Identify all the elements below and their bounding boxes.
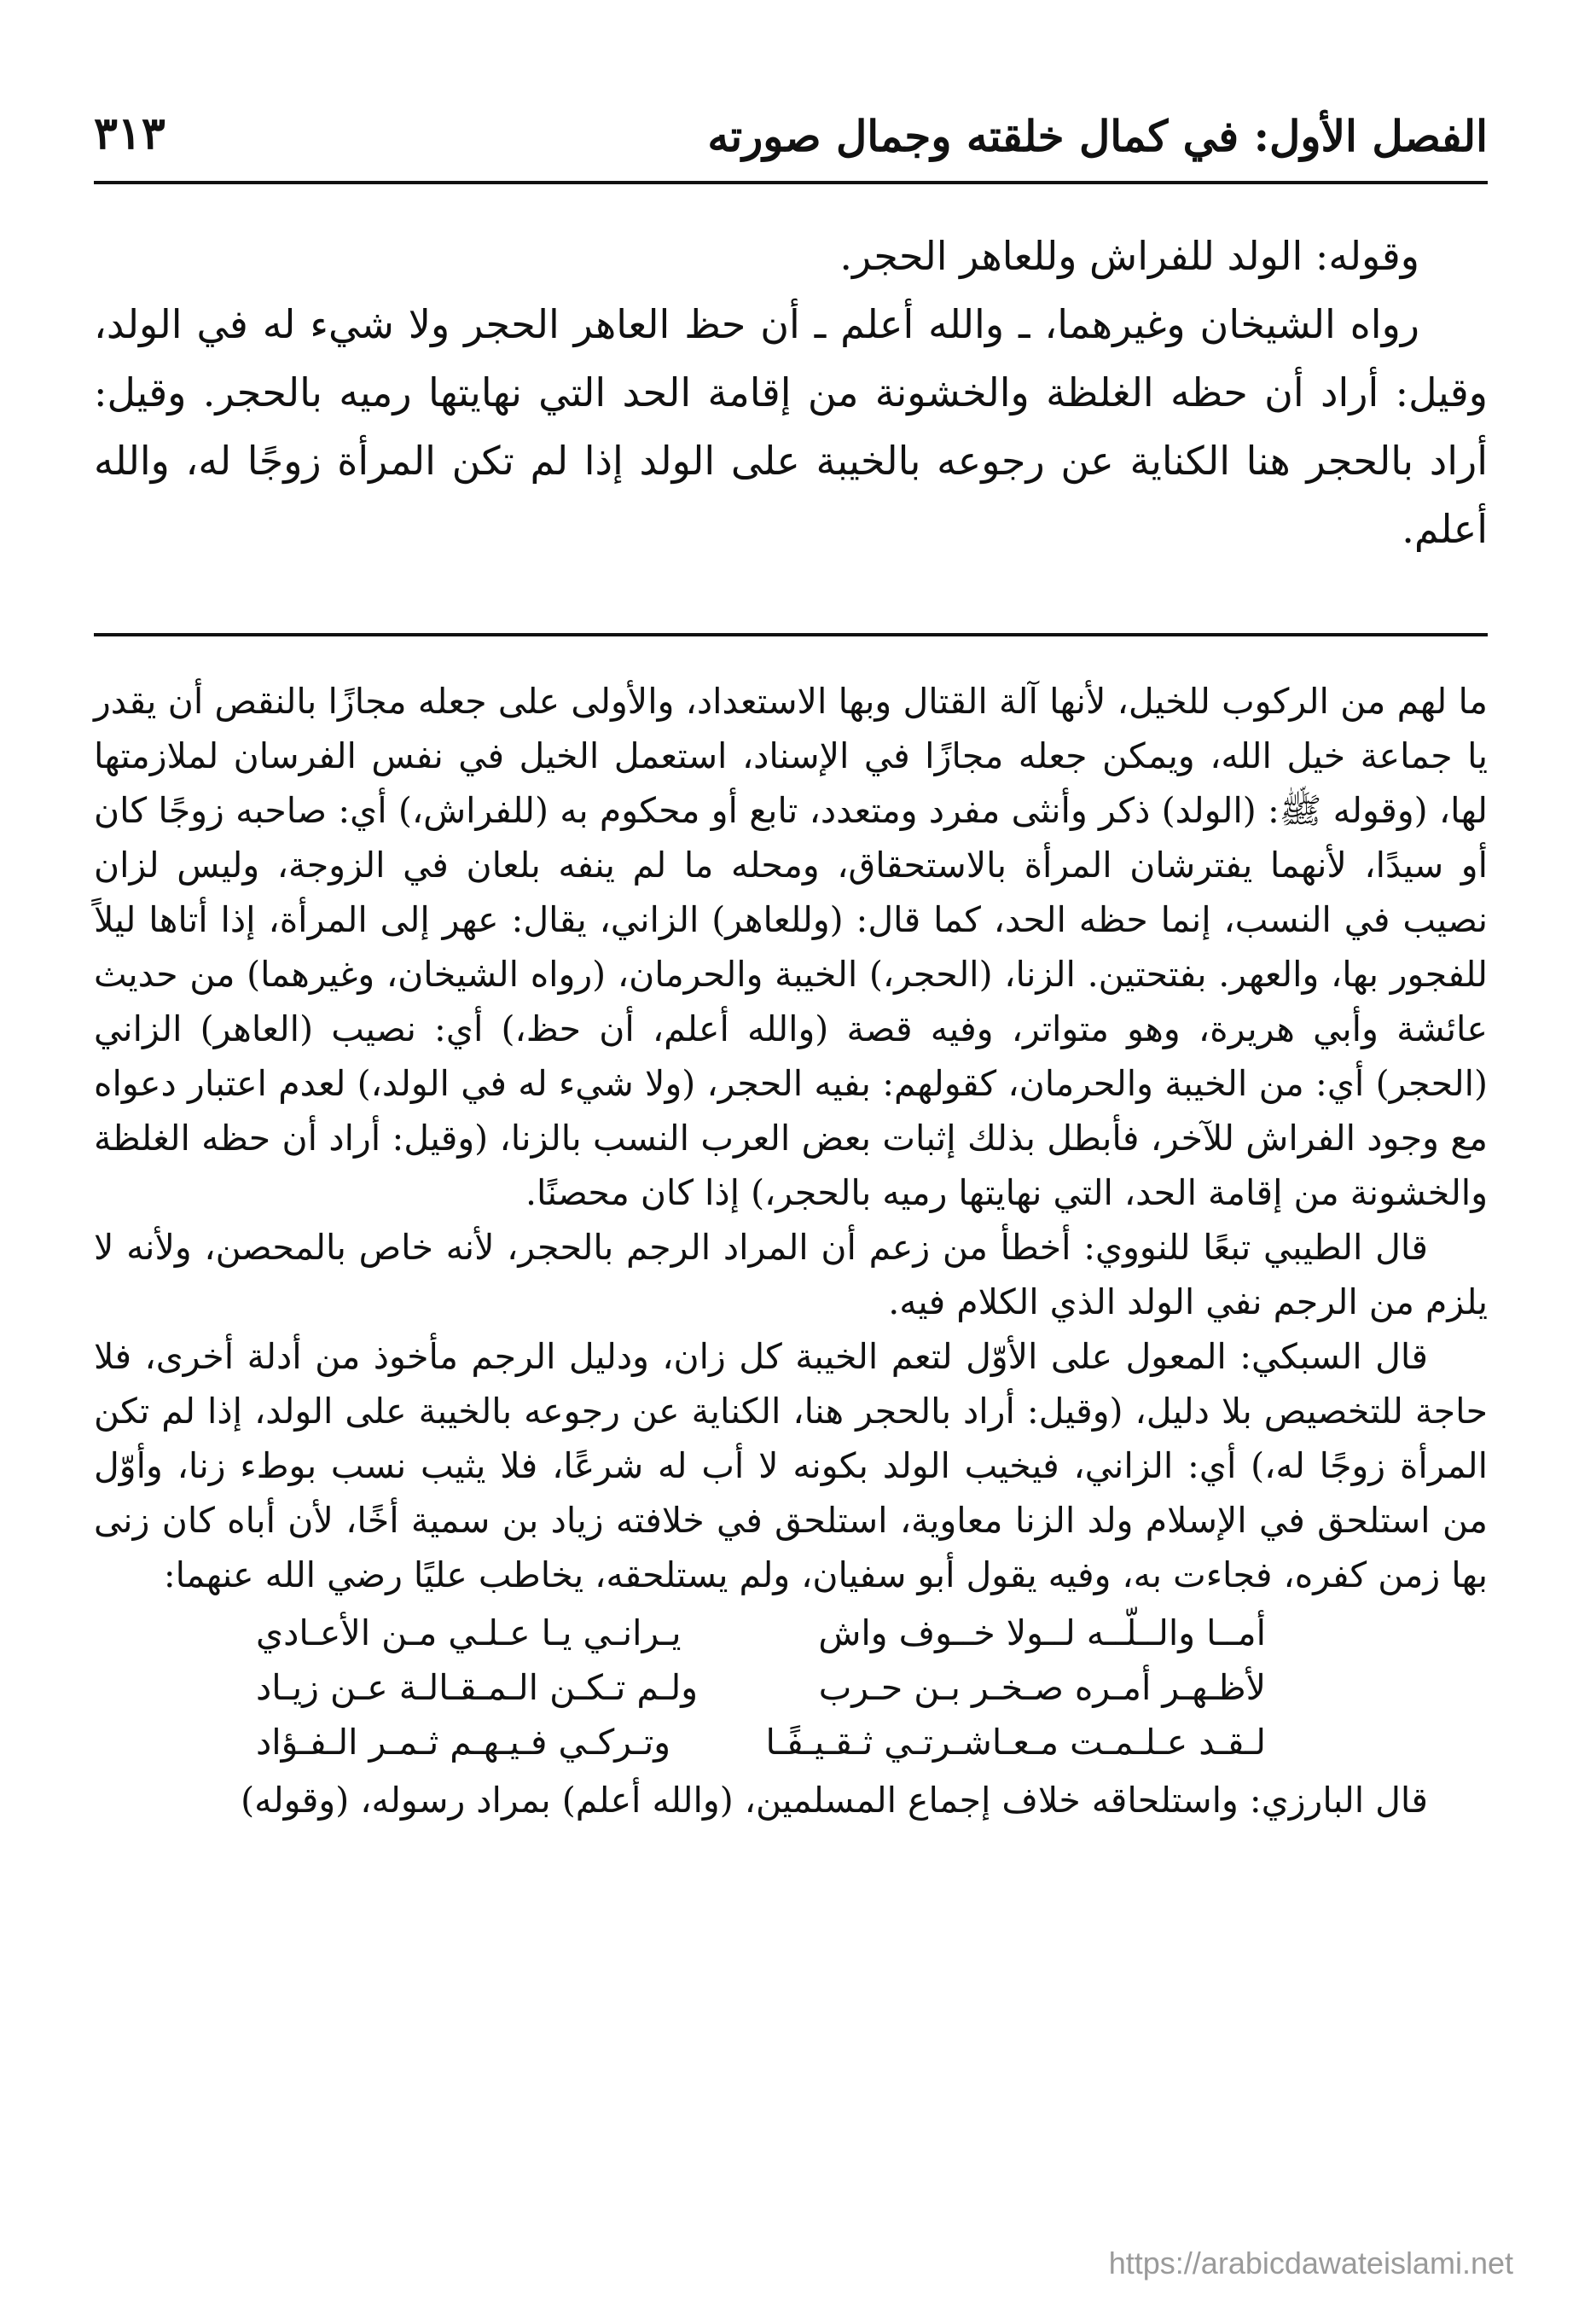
poem [94,1606,1488,1769]
commentary-text [94,674,1488,1827]
matn-paragraph-2: رواه الشيخان وغيرهما، ـ والله أعلم ـ أن حظ العاهر الحجر ولا شيء له في الولد، وقيل: أراد أن حظه الغلظة والخشونة من إقامة الحد التي نهايتها رميه بالحجر. وقيل: أراد بالحجر هنا الكناية عن رجوعه بالخيبة على الولد إذا لم تكن المرأة زوجًا له، والله أعلم. [94,301,1488,552]
verse-second-hemistich: ولـم تـكـن الـمـقـالـة عـن زيـاد [256,1667,699,1708]
verse-first-hemistich: لـقـد عـلـمـت مـعـاشـرتـي ثـقـيـفًـا [765,1722,1266,1763]
verse-second-hemistich: وتـركـي فـيـهـم ثـمـر الـفـؤاد [256,1722,671,1763]
verse-first-hemistich: أمــا والــلّــه لــولا خــوف واش [818,1612,1266,1653]
commentary-paragraph-4: قال البارزي: واستلحاقه خلاف إجماع المسلمين، (والله أعلم) بمراد رسوله، (وقوله) [241,1780,1428,1821]
watermark-url: https://arabicdawateislami.net [1108,2246,1513,2280]
running-header [94,102,1488,179]
poem-verse [94,1715,1488,1769]
header-divider [94,181,1488,184]
poem-verse [94,1660,1488,1715]
chapter-title: الفصل الأول: في كمال خلقته وجمال صورته [707,111,1488,161]
commentary-paragraph-3: قال السبكي: المعول على الأوّل لتعم الخيبة كل زان، ودليل الرجم مأخوذ من أدلة أخرى، فلا حاجة للتخصيص بلا دليل، (وقيل: أراد بالحجر هنا، الكناية عن رجوعه بالخيبة على الولد، إذا لم تكن المرأة زوجًا له،) أي: الزاني، فيخيب الولد بكونه لا أب له شرعًا، فلا يثيب نسب بوطء زنا، وأوّل من استلحق في الإسلام ولد الزنا معاوية، استلحق في خلافته زياد بن سمية أخًا، لأن أباه كان زنى بها زمن كفره، فجاءت به، وفيه يقول أبو سفيان، ولم يستلحقه، يخاطب عليًا رضي الله عنهما: [94,1336,1489,1595]
matn-commentary-divider [94,633,1488,636]
poem-verse [94,1606,1488,1660]
commentary-paragraph-1: ما لهم من الركوب للخيل، لأنها آلة القتال وبها الاستعداد، والأولى على جعله مجازًا بالنقص أن يقدر يا جماعة خيل الله، ويمكن جعله مجازًا في الإسناد، استعمل الخيل في نفس الفرسان لملازمتها لها، (وقوله ﷺ: (الولد) ذكر وأنثى مفرد ومتعدد، تابع أو محكوم به (للفراش،) أي: صاحبه زوجًا كان أو سيدًا، لأنهما يفترشان المرأة بالاستحقاق، ومحله ما لم ينفه بلعان في الزوجة، وليس لزان نصيب في النسب، إنما حظه الحد، كما قال: (وللعاهر) الزاني، يقال: عهر إلى المرأة، إذا أتاها ليلاً للفجور بها، والعهر. بفتحتين. الزنا، (الحجر،) الخيبة والحرمان، (رواه الشيخان، وغيرهما) من حديث عائشة وأبي هريرة، وهو متواتر، وفيه قصة (والله أعلم، أن حظ،) أي: نصيب (العاهر) الزاني (الحجر) أي: من الخيبة والحرمان، كقولهم: بفيه الحجر، (ولا شيء له في الولد،) لعدم اعتبار دعواه مع وجود الفراش للآخر، فأبطل بذلك إثبات بعض العرب النسب بالزنا، (وقيل: أراد أن حظه الغلظة والخشونة من إقامة الحد، التي نهايتها رميه بالحجر،) إذا كان محصنًا. [94,681,1488,1213]
commentary-paragraph-2: قال الطيبي تبعًا للنووي: أخطأ من زعم أن المراد الرجم بالحجر، لأنه خاص بالمحصن، ولأنه لا يلزم من الرجم نفي الولد الذي الكلام فيه. [94,1227,1488,1322]
page-number: ٣١٣ [94,107,165,160]
verse-second-hemistich: يـرانـي يـا عـلـي مـن الأعـادي [256,1612,682,1653]
verse-first-hemistich: لأظـهـر أمـره صـخـر بـن حـرب [818,1667,1266,1708]
matn-line-1: وقوله: الولد للفراش وللعاهر الحجر. [839,233,1419,279]
main-text [94,222,1488,563]
